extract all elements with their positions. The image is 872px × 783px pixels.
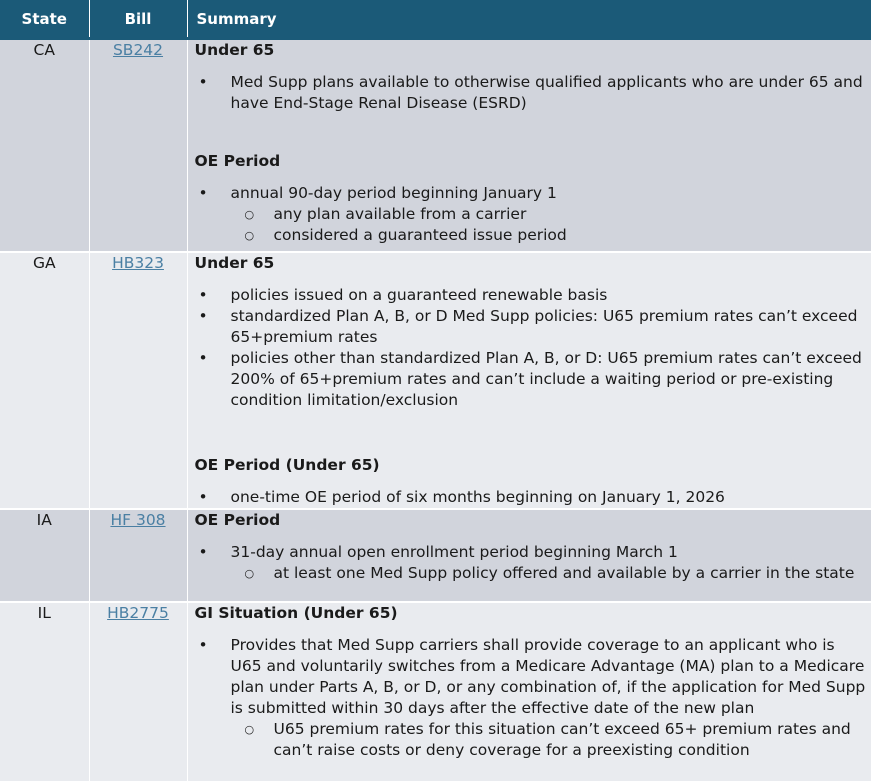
section-heading: Under 65 [194, 41, 275, 59]
summary-cell [187, 509, 871, 602]
state-cell: CA [0, 39, 89, 252]
bill-cell [89, 602, 187, 782]
section-heading: GI Situation (Under 65) [194, 603, 398, 622]
bill-link[interactable]: HB2775 [107, 603, 169, 622]
bill-cell [89, 39, 187, 252]
bullet-item: • Med Supp plans available to otherwise qualified applicants who are under 65 and have End-Stage Renal Disease (ESRD) [195, 72, 868, 114]
state-cell: IA [0, 509, 89, 602]
section-heading: OE Period (Under 65) [194, 455, 380, 474]
summary-cell [187, 39, 871, 252]
summary-cell [187, 252, 871, 509]
section-heading: Under 65 [194, 253, 275, 272]
bullet-item: • 31-day annual open enrollment period beginning March 1 [195, 542, 868, 563]
table-row [0, 509, 871, 602]
bill-cell [89, 509, 187, 602]
bullet-item: • policies other than standardized Plan A, B, or D: U65 premium rates can’t exceed 200% of 65+premium rates and can’t include a waiting period or pre-existing condition limitation/exclusion [195, 348, 868, 411]
bullet-item: • Provides that Med Supp carriers shall provide coverage to an applicant who is U65 and voluntarily switches from a Medicare Advantage (MA) plan to a Medicare plan under Parts A, B, or D, or any combination of, if the application for Med Supp is submitted within 30 days after the effective date of the new plan [195, 635, 868, 719]
bullet-list [195, 635, 868, 761]
bullet-item: • one-time OE period of six months beginning on January 1, 2026 [195, 487, 868, 508]
bullet-item: • standardized Plan A, B, or D Med Supp policies: U65 premium rates can’t exceed 65+premium rates [195, 306, 868, 348]
table-header-row [0, 0, 871, 39]
table-row [0, 252, 871, 509]
table-row [0, 602, 871, 782]
summary-column-header: Summary [187, 0, 871, 39]
bullet-item: • policies issued on a guaranteed renewable basis [195, 285, 868, 306]
bill-cell [89, 252, 187, 509]
state-column-header: State [0, 0, 89, 39]
bullet-item: • annual 90-day period beginning January 1 [195, 183, 868, 204]
bill-column-header: Bill [89, 0, 187, 39]
sub-bullet-item: ○ any plan available from a carrier [195, 204, 868, 225]
table-row [0, 39, 871, 252]
bullet-list [195, 285, 868, 411]
summary-cell [187, 602, 871, 782]
bullet-list [195, 72, 868, 114]
bill-link[interactable]: SB242 [112, 41, 164, 59]
sub-bullet-item: ○ considered a guaranteed issue period [195, 225, 868, 246]
bill-link[interactable]: HF 308 [110, 510, 166, 529]
sub-bullet-item: ○ U65 premium rates for this situation can’t exceed 65+ premium rates and can’t raise costs or deny coverage for a preexisting condition [195, 719, 868, 761]
state-cell: IL [0, 602, 89, 782]
section-heading: OE Period [194, 510, 281, 529]
section-heading: OE Period [194, 152, 281, 170]
state-cell: GA [0, 252, 89, 509]
bill-link[interactable]: HB323 [112, 253, 164, 272]
bullet-list [195, 183, 868, 246]
bullet-list [195, 542, 868, 584]
sub-bullet-item: ○ at least one Med Supp policy offered and available by a carrier in the state [195, 563, 868, 584]
bullet-list [195, 487, 868, 508]
